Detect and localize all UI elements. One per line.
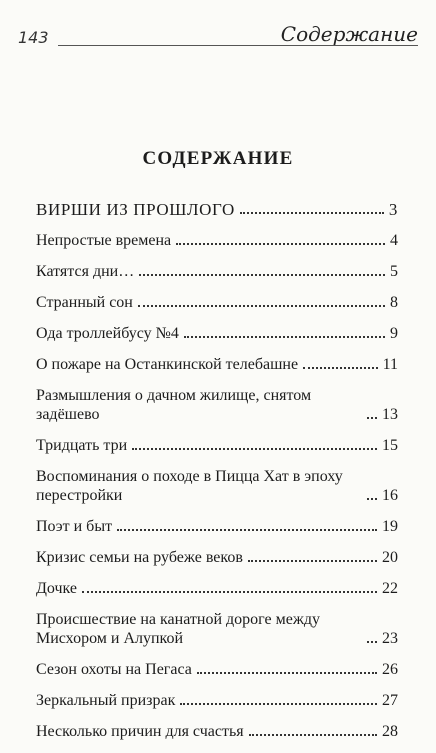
toc-entry-page: 26 xyxy=(382,661,398,678)
toc-entry-title: Странный сон xyxy=(36,294,133,311)
leader-dots xyxy=(82,591,377,593)
toc-entry-page: 22 xyxy=(382,580,398,597)
page-number: 143 xyxy=(18,28,49,47)
leader-dots xyxy=(138,305,385,307)
toc-entry xyxy=(36,691,398,710)
leader-dots xyxy=(240,212,384,214)
toc-entry-title: Зеркальный призрак xyxy=(36,692,176,709)
toc-entry xyxy=(36,579,398,598)
leader-dots xyxy=(176,243,385,245)
toc-entry-page: 13 xyxy=(382,406,398,423)
leader-dots xyxy=(139,274,385,276)
toc-entry-page: 8 xyxy=(390,294,398,311)
toc-entry xyxy=(36,548,398,567)
toc-entry-title: Поэт и быт xyxy=(36,518,113,535)
leader-dots xyxy=(117,529,377,531)
toc-entry xyxy=(36,293,398,312)
leader-dots xyxy=(132,448,377,450)
leader-dots xyxy=(184,336,385,338)
leader-dots xyxy=(197,672,377,674)
toc-entry-page: 3 xyxy=(388,200,398,219)
toc-entry xyxy=(36,355,398,374)
toc-entry xyxy=(36,324,398,343)
toc-entry xyxy=(36,386,398,424)
toc-entry xyxy=(36,467,398,505)
toc-entry-page: 5 xyxy=(390,263,398,280)
toc-entry xyxy=(36,200,398,219)
toc-entry-page: 11 xyxy=(382,356,398,373)
toc-entry xyxy=(36,517,398,536)
toc-entry-title: Катятся дни… xyxy=(36,263,135,280)
toc-entry xyxy=(36,722,398,741)
toc-entry-page: 28 xyxy=(382,723,398,740)
toc-entry-page: 20 xyxy=(382,549,398,566)
toc-entry-title: ВИРШИ ИЗ ПРОШЛОГО xyxy=(36,200,235,219)
toc-entry-page: 4 xyxy=(390,232,398,249)
toc-entry-title: Кризис семьи на рубеже веков xyxy=(36,549,243,566)
toc-entry xyxy=(36,262,398,281)
leader-dots xyxy=(303,367,378,369)
toc-entry xyxy=(36,231,398,250)
toc-entry-title: Тридцать три xyxy=(36,437,128,454)
leader-dots xyxy=(248,560,377,562)
running-head: Содержание xyxy=(280,22,418,46)
toc-entry-title: Непростые времена xyxy=(36,232,172,249)
toc-entry-page: 9 xyxy=(390,325,398,342)
leader-dots xyxy=(367,498,377,500)
toc-entry-page: 23 xyxy=(382,630,398,647)
leader-dots xyxy=(180,703,377,705)
toc-entry-title: Дочке xyxy=(36,580,78,597)
toc-title: СОДЕРЖАНИЕ xyxy=(142,148,294,169)
toc-entry-title: Несколько причин для счастья xyxy=(36,723,244,740)
toc-entry-page: 16 xyxy=(382,487,398,504)
toc-entry xyxy=(36,436,398,455)
toc-entry-page: 19 xyxy=(382,518,398,535)
toc-entry-title: Размышления о дачном жилище, снятом задёшево xyxy=(36,387,312,423)
table-of-contents xyxy=(36,200,398,753)
toc-entry-title: Воспоминания о походе в Пицца Хат в эпоху перестройки xyxy=(36,468,343,504)
toc-entry xyxy=(36,660,398,679)
toc-entry-title: Сезон охоты на Пегаса xyxy=(36,661,192,678)
leader-dots xyxy=(249,734,377,736)
toc-entry xyxy=(36,610,398,648)
page-header xyxy=(18,18,418,48)
toc-entry-page: 15 xyxy=(382,437,398,454)
toc-entry-title: Ода троллейбусу №4 xyxy=(36,325,179,342)
toc-entry-title: О пожаре на Останкинской телебашне xyxy=(36,356,299,373)
leader-dots xyxy=(367,641,377,643)
leader-dots xyxy=(367,417,377,419)
toc-entry-page: 27 xyxy=(382,692,398,709)
toc-entry-title: Происшествие на канатной дороге между Мисхором и Алупкой xyxy=(36,611,321,647)
